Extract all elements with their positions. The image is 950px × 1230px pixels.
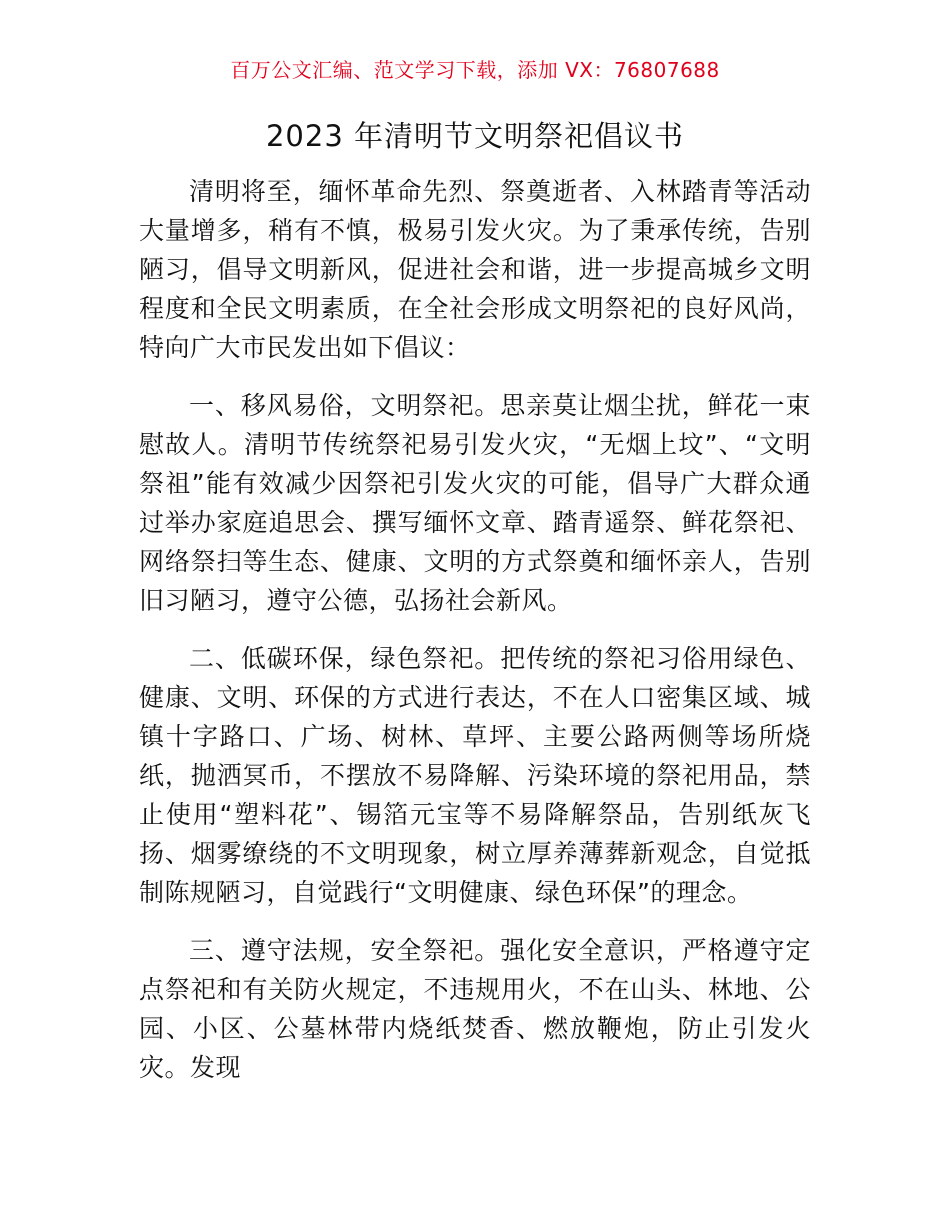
document-title: 2023 年清明节文明祭祀倡议书 [265, 119, 685, 153]
paragraph-section-2: 二、低碳环保，绿色祭祀。把传统的祭祀习俗用绿色、健康、文明、环保的方式进行表达，不在人口密集区域、城镇十字路口、广场、树林、草坪、主要公路两侧等场所烧纸，抛洒冥币，不摆放不易降解、污染环境的祭祀用品，禁止使用“塑料花”、锡箔元宝等不易降解祭品，告别纸灰飞扬、烟雾缭绕的不文明现象，树立厚养薄葬新观念，自觉抵制陈规陋习，自觉践行“文明健康、绿色环保”的理念。 [139, 644, 811, 907]
document-body [139, 172, 811, 1106]
paragraph-section-1: 一、移风易俗，文明祭祀。思亲莫让烟尘扰，鲜花一束慰故人。清明节传统祭祀易引发火灾，“无烟上坟”、“文明祭祖”能有效减少因祭祀引发火灾的可能，倡导广大群众通过举办家庭追思会、撰写缅怀文章、踏青遥祭、鲜花祭祀、网络祭扫等生态、健康、文明的方式祭奠和缅怀亲人，告别旧习陋习，遵守公德，弘扬社会新风。 [139, 391, 811, 615]
paragraph-intro: 清明将至，缅怀革命先烈、祭奠逝者、入林踏青等活动大量增多，稍有不慎，极易引发火灾。为了秉承传统，告别陋习，倡导文明新风，促进社会和谐，进一步提高城乡文明程度和全民文明素质，在全社会形成文明祭祀的良好风尚，特向广大市民发出如下倡议： [139, 177, 811, 362]
watermark-header: 百万公文汇编、范文学习下载，添加 VX：76807688 [230, 58, 720, 82]
paragraph-section-3: 三、遵守法规，安全祭祀。强化安全意识，严格遵守定点祭祀和有关防火规定，不违规用火，不在山头、林地、公园、小区、公墓林带内烧纸焚香、燃放鞭炮，防止引发火灾。发现 [139, 936, 811, 1082]
